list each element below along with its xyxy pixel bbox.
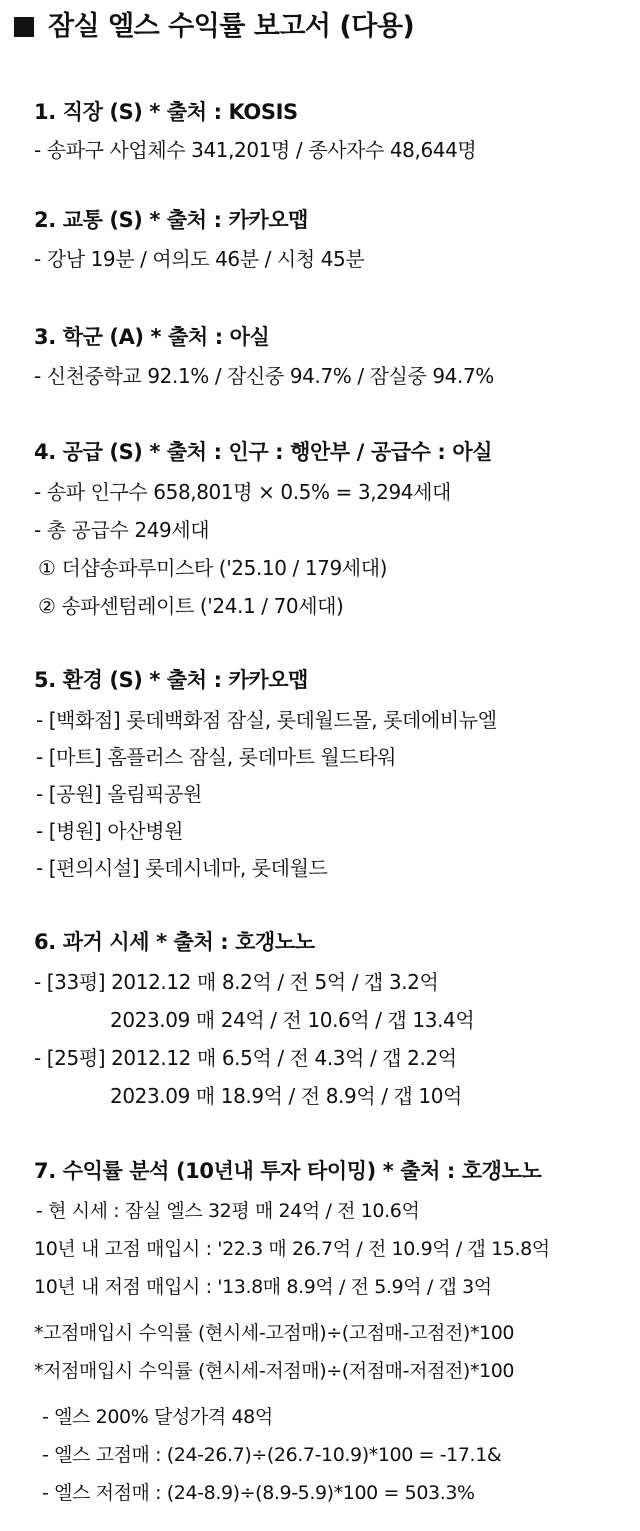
section-line: - 엘스 저점매 : (24-8.9)÷(8.9-5.9)*100 = 503.3% (42, 1482, 475, 1504)
section-line: - 송파구 사업체수 341,201명 / 종사자수 48,644명 (34, 138, 477, 162)
section-heading-transport: 2. 교통 (S) * 출처 : 카카오맵 (34, 208, 309, 232)
section-heading-return-analysis: 7. 수익률 분석 (10년내 투자 타이밍) * 출처 : 호갱노노 (34, 1159, 542, 1183)
section-heading-price-history: 6. 과거 시세 * 출처 : 호갱노노 (34, 930, 315, 954)
section-heading-job: 1. 직장 (S) * 출처 : KOSIS (34, 100, 298, 124)
section-line: - 신천중학교 92.1% / 잠신중 94.7% / 잠실중 94.7% (34, 364, 494, 388)
section-line: - [병원] 아산병원 (36, 819, 184, 843)
section-line: 2023.09 매 24억 / 전 10.6억 / 갭 13.4억 (110, 1008, 475, 1032)
section-line: - 총 공급수 249세대 (34, 518, 210, 542)
section-line: 2023.09 매 18.9억 / 전 8.9억 / 갭 10억 (110, 1084, 462, 1108)
section-line: 10년 내 고점 매입시 : '22.3 매 26.7억 / 전 10.9억 / 갭 15.8억 (34, 1238, 550, 1260)
section-line: - 송파 인구수 658,801명 × 0.5% = 3,294세대 (34, 480, 451, 504)
section-line: ② 송파센텀레이트 ('24.1 / 70세대) (38, 594, 344, 618)
report-title (14, 4, 414, 43)
section-line: *고점매입시 수익률 (현시세-고점매)÷(고점매-고점전)*100 (34, 1322, 515, 1344)
section-line: - 강남 19분 / 여의도 46분 / 시청 45분 (34, 247, 365, 271)
section-line: - 엘스 고점매 : (24-26.7)÷(26.7-10.9)*100 = -17.1& (42, 1444, 502, 1466)
square-bullet-icon (14, 17, 34, 37)
section-line: - [백화점] 롯데백화점 잠실, 롯데월드몰, 롯데에비뉴엘 (36, 708, 497, 732)
section-line: - 현 시세 : 잠실 엘스 32평 매 24억 / 전 10.6억 (36, 1200, 420, 1222)
section-line: - 엘스 200% 달성가격 48억 (42, 1406, 273, 1428)
section-line: - [25평] 2012.12 매 6.5억 / 전 4.3억 / 갭 2.2억 (34, 1046, 457, 1070)
section-line: - [편의시설] 롯데시네마, 롯데월드 (36, 856, 328, 880)
section-heading-environment: 5. 환경 (S) * 출처 : 카카오맵 (34, 668, 309, 692)
report-title-text: 잠실 엘스 수익률 보고서 (다용) (48, 11, 415, 42)
section-line: - [공원] 올림픽공원 (36, 782, 202, 806)
section-line: - [마트] 홈플러스 잠실, 롯데마트 월드타워 (36, 745, 397, 769)
section-heading-supply: 4. 공급 (S) * 출처 : 인구 : 행안부 / 공급수 : 아실 (34, 440, 493, 464)
section-heading-school: 3. 학군 (A) * 출처 : 아실 (34, 325, 270, 349)
section-line: - [33평] 2012.12 매 8.2억 / 전 5억 / 갭 3.2억 (34, 970, 439, 994)
section-line: 10년 내 저점 매입시 : '13.8매 8.9억 / 전 5.9억 / 갭 3억 (34, 1276, 492, 1298)
section-line: *저점매입시 수익률 (현시세-저점매)÷(저점매-저점전)*100 (34, 1360, 515, 1382)
section-line: ① 더샵송파루미스타 ('25.10 / 179세대) (38, 556, 388, 580)
